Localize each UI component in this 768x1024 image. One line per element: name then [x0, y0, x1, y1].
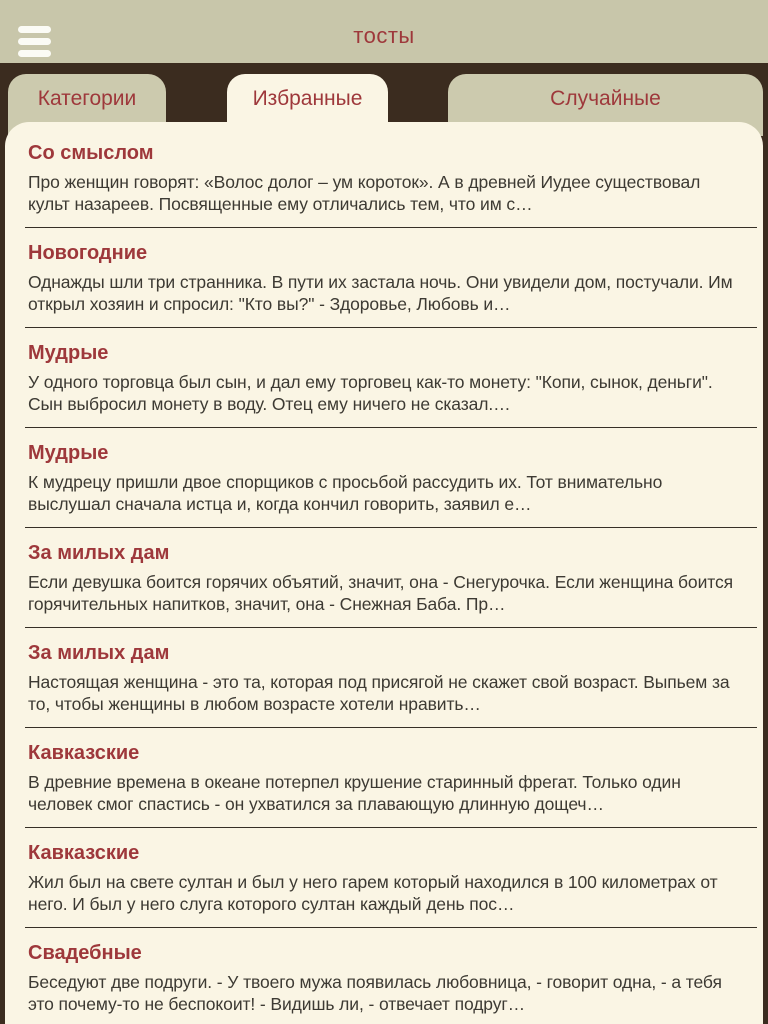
list-item[interactable] — [25, 628, 757, 728]
app-header — [0, 0, 768, 63]
list-item[interactable] — [25, 828, 757, 928]
menu-button[interactable] — [14, 21, 56, 61]
toast-preview-text: Жил был на свете султан и был у него гарем который находился в 100 километрах от него. И был у него слуга которого султан каждый день пос… — [28, 872, 718, 914]
toast-preview-text: Если девушка боится горячих объятий, значит, она - Снегурочка. Если женщина боится горячительных напитков, значит, она - Снежная Баба. Пр… — [28, 572, 733, 614]
toast-category-title: За милых дам — [28, 642, 170, 664]
toast-preview-text: Настоящая женщина - это та, которая под присягой не скажет свой возраст. Выпьем за то, чтобы женщины в любом возрасте хотели нравить… — [28, 672, 730, 714]
toast-preview-text: К мудрецу пришли двое спорщиков с просьбой рассудить их. Тот внимательно выслушал сначала истца и, когда кончил говорить, заявил е… — [28, 472, 663, 514]
list-item[interactable] — [25, 428, 757, 528]
tab-categories[interactable]: Категории — [8, 74, 166, 136]
list-item[interactable] — [25, 728, 757, 828]
list-item[interactable] — [25, 528, 757, 628]
toast-list — [5, 122, 763, 1024]
tab-random[interactable]: Случайные — [448, 74, 763, 136]
page-title: тосты — [353, 22, 415, 48]
toast-category-title: Со смыслом — [28, 142, 154, 164]
toast-preview-text: У одного торговца был сын, и дал ему торговец как-то монету: "Копи, сынок, деньги". Сын выбросил монету в воду. Отец ему ничего не сказал.… — [28, 372, 713, 414]
tab-favorites[interactable]: Избранные — [227, 74, 388, 144]
toast-category-title: Кавказские — [28, 842, 140, 864]
toast-preview-text: Про женщин говорят: «Волос долог – ум короток». А в древней Иудее существовал культ назареев. Посвященные ему отличались тем, что им с… — [28, 172, 701, 214]
list-item[interactable] — [25, 928, 757, 1024]
toast-category-title: Свадебные — [28, 942, 142, 964]
toast-category-title: За милых дам — [28, 542, 170, 564]
toast-preview-text: Беседуют две подруги. - У твоего мужа появилась любовница, - говорит одна, - а тебя это почему-то не беспокоит! - Видишь ли, - отвечает подруг… — [28, 972, 722, 1014]
toast-preview-text: В древние времена в океане потерпел крушение старинный фрегат. Только один человек смог спастись - он ухватился за плавающую длинную дощеч… — [28, 772, 681, 814]
list-item[interactable] — [25, 228, 757, 328]
toast-category-title: Новогодние — [28, 242, 148, 264]
toast-category-title: Мудрые — [28, 442, 109, 464]
toast-category-title: Кавказские — [28, 742, 140, 764]
toast-preview-text: Однажды шли три странника. В пути их застала ночь. Они увидели дом, постучали. Им открыл хозяин и спросил: "Кто вы?" - Здоровье, Любовь и… — [28, 272, 733, 314]
list-item[interactable] — [25, 328, 757, 428]
list-item[interactable] — [25, 128, 757, 228]
content-panel — [5, 122, 763, 1024]
toast-category-title: Мудрые — [28, 342, 109, 364]
